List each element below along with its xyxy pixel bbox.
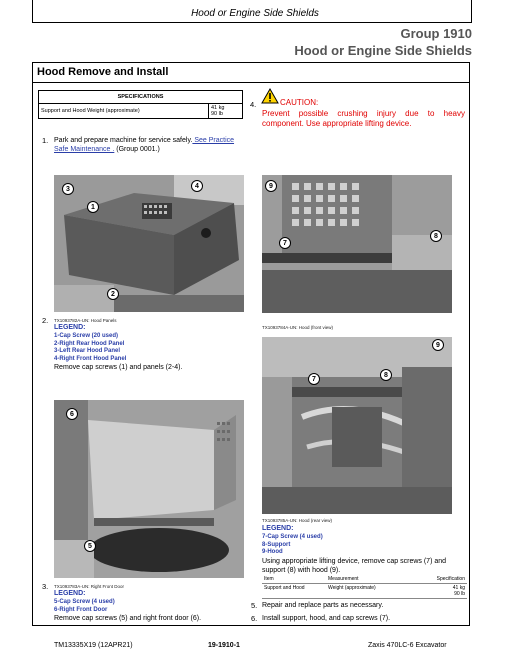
hood-front-view-photo: [262, 175, 452, 313]
step-6-number: 6.: [251, 614, 258, 623]
figure-3-caption: TX1093783A-UN: Right Front Door: [54, 584, 125, 589]
running-title: Hood or Engine Side Shields: [191, 8, 319, 19]
figure-1-callout-2: 2: [107, 288, 119, 300]
step-1-text-before: Park and prepare machine for service safely.: [54, 137, 193, 144]
step-4-legend-title: LEGEND:: [262, 525, 294, 532]
hood-panels-photo: [54, 175, 244, 312]
figure-1-callout-3: 3: [62, 183, 74, 195]
legend-item: 7-Cap Screw (4 used): [262, 534, 323, 540]
step-2-number: 2.: [42, 316, 49, 325]
step-2-legend: [54, 333, 126, 363]
figure-4a-callout-7: 7: [279, 237, 291, 249]
legend-item: 2-Right Rear Hood Panel: [54, 340, 125, 347]
legend-item: 6-Right Front Door: [54, 606, 108, 613]
figure-4a-caption: TX1093784A-UN: Hood (front view): [262, 325, 334, 330]
spec-row-value: [209, 104, 243, 119]
legend-item: 8-Support: [262, 541, 291, 548]
hood-rear-view-photo: [262, 337, 452, 514]
figure-1-caption: TX1093782A-UN: Hood Panels: [54, 318, 117, 323]
hood-panels-illustration: [54, 175, 244, 312]
step-6-text: Install support, hood, and cap screws (7).: [262, 615, 391, 622]
right-front-door-photo: [54, 400, 244, 578]
right-front-door-illustration: [54, 400, 244, 578]
section-divider: [32, 82, 470, 83]
figure-1-callout-4: 4: [191, 180, 203, 192]
caution-label: CAUTION:: [280, 98, 319, 107]
step-3-legend: [54, 599, 115, 614]
step-1-text: [54, 136, 249, 154]
specifications-table: [38, 90, 243, 119]
step-4-instruction: Using appropriate lifting device, remove cap screws (7) and support (8) with hood (9).: [262, 558, 447, 574]
spec2-header-measurement: Measurement: [326, 575, 420, 584]
step-1-text-after: (Group 0001.): [114, 146, 160, 153]
group-title: Hood or Engine Side Shields: [294, 43, 472, 58]
figure-4b-caption: TX1093785A-UN: Hood (rear view): [262, 518, 333, 523]
figure-4a-callout-8: 8: [430, 230, 442, 242]
spec2-cell-specification: [420, 584, 467, 599]
step-3-instruction: Remove cap screws (5) and right front door (6).: [54, 615, 202, 622]
step-2-instruction: Remove cap screws (1) and panels (2-4).: [54, 364, 183, 371]
figure-4b-callout-8: 8: [380, 369, 392, 381]
section-title: Hood Remove and Install: [37, 66, 169, 78]
step-4-number: 4.: [250, 100, 257, 109]
figure-4b-callout-9: 9: [432, 339, 444, 351]
header-rule-bottom: [32, 22, 472, 23]
spec2-value-lb: 90 lb: [454, 591, 465, 597]
legend-item: 5-Cap Screw (4 used): [54, 599, 115, 605]
step-5-text: Repair and replace parts as necessary.: [262, 602, 384, 609]
figure-4a-callout-9: 9: [265, 180, 277, 192]
step-1-number: 1.: [42, 136, 49, 145]
spec-row-label: Support and Hood Weight (approximate): [39, 104, 209, 119]
footer-doc-id: TM13335X19 (12APR21): [54, 642, 133, 649]
step-2-legend-title: LEGEND:: [54, 324, 86, 331]
step-3-number: 3.: [42, 582, 49, 591]
warning-triangle-icon: [261, 88, 279, 104]
legend-item: 3-Left Rear Hood Panel: [54, 348, 121, 354]
step-5-number: 5.: [251, 601, 258, 610]
caution-text: Prevent possible crushing injury due to heavy component. Use appropriate lifting device.: [262, 109, 465, 128]
footer-model: Zaxis 470LC-6 Excavator: [368, 642, 447, 649]
spec2-header-item: Item: [262, 575, 326, 584]
spec2-cell-item: Support and Hood: [262, 584, 326, 599]
group-number: Group 1910: [400, 26, 472, 41]
figure-4b-callout-7: 7: [308, 373, 320, 385]
figure-3-callout-6: 6: [66, 408, 78, 420]
step-3-legend-title: LEGEND:: [54, 590, 86, 597]
legend-item: 1-Cap Screw (20 used): [54, 333, 119, 339]
spec-heading: SPECIFICATIONS: [39, 91, 243, 104]
spec-value-lb: 90 lb: [211, 111, 223, 117]
figure-3-callout-5: 5: [84, 540, 96, 552]
legend-item: 9-Hood: [262, 549, 283, 555]
hood-rear-view-illustration: [262, 337, 452, 514]
spec-value-kg: 41 kg: [211, 105, 225, 111]
footer-page-number: 19-1910-1: [208, 642, 240, 649]
spec2-cell-measurement: Weight (approximate): [326, 584, 420, 599]
spec2-header-specification: Specification: [420, 575, 467, 584]
safe-maintenance-link[interactable]: See Practice Safe Maintenance .: [54, 137, 235, 153]
step-4-legend: [262, 534, 323, 557]
spec2-value-kg: 41 kg: [452, 585, 465, 591]
spec-table-2: [262, 575, 467, 599]
legend-item: 4-Right Front Hood Panel: [54, 355, 127, 362]
figure-1-callout-1: 1: [87, 201, 99, 213]
